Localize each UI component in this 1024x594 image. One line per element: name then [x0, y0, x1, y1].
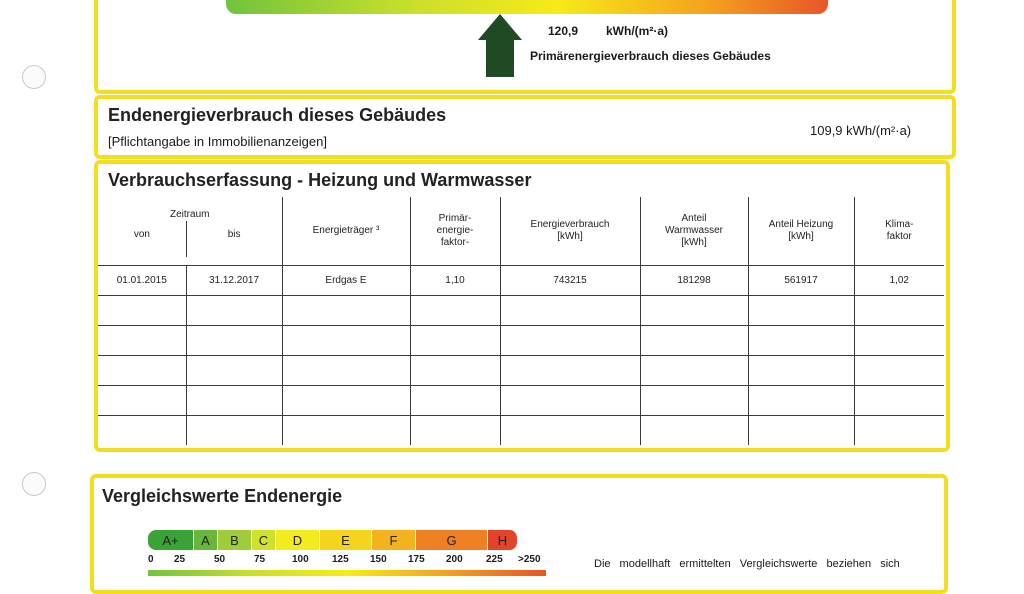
class-segment-a-plus: A+: [148, 530, 194, 550]
primary-energy-box: [94, 0, 956, 94]
primary-energy-unit: kWh/(m²·a): [606, 24, 668, 38]
class-segment-a: A: [194, 530, 218, 550]
scale-tick-label: 50: [214, 554, 226, 565]
comparison-note: Die modellhaft ermittelten Vergleichswerte beziehen sich: [594, 558, 900, 570]
class-segment-e: E: [320, 530, 372, 550]
scale-tick-label: 75: [254, 554, 266, 565]
cell-warmwasser: 181298: [640, 265, 748, 295]
efficiency-class-scale: [148, 530, 518, 550]
energy-scale-bar: [226, 0, 828, 14]
class-segment-d: D: [276, 530, 320, 550]
header-klimafaktor: Klima- faktor: [854, 197, 944, 265]
header-primaerenergiefaktor: Primär- energie- faktor-: [410, 197, 500, 265]
end-energy-value: 109,9 kWh/(m²·a): [810, 123, 912, 138]
cell-traeger: Erdgas E: [282, 265, 410, 295]
consumption-title: Verbrauchserfassung - Heizung und Warmwasser: [108, 170, 532, 190]
primary-energy-caption: Primärenergieverbrauch dieses Gebäudes: [530, 49, 771, 63]
cell-verbrauch: 743215: [500, 265, 640, 295]
scale-tick-label: 0: [148, 554, 154, 565]
header-energietraeger: Energieträger ³: [282, 197, 410, 265]
header-von: von: [133, 229, 150, 240]
end-energy-title: Endenergieverbrauch dieses Gebäudes: [108, 105, 447, 125]
table-row: [98, 355, 944, 385]
scale-tick-label: 200: [446, 554, 463, 565]
class-segment-f: F: [372, 530, 416, 550]
table-row: [98, 415, 944, 445]
scale-tick-label: 25: [174, 554, 186, 565]
cell-faktor: 1,10: [410, 265, 500, 295]
table-row: [98, 385, 944, 415]
cell-von: 01.01.2015: [98, 265, 186, 295]
punch-hole-top: [22, 65, 46, 89]
scale-ticks: [140, 554, 560, 568]
scale-tick-label: 125: [332, 554, 349, 565]
consumption-table: [98, 197, 944, 445]
scale-tick-label: 100: [292, 554, 309, 565]
header-zeitraum: Zeitraum von bis: [98, 197, 282, 265]
cell-bis: 31.12.2017: [186, 265, 282, 295]
header-energieverbrauch: Energieverbrauch [kWh]: [500, 197, 640, 265]
primary-energy-value: 120,9: [548, 24, 579, 38]
scale-tick-label: 225: [486, 554, 503, 565]
class-segment-c: C: [252, 530, 276, 550]
class-segment-b: B: [218, 530, 252, 550]
arrow-stem: [486, 39, 514, 77]
table-row: [98, 265, 944, 295]
header-bis: bis: [186, 221, 282, 257]
header-heizung: Anteil Heizung [kWh]: [748, 197, 854, 265]
comparison-title: Vergleichswerte Endenergie: [102, 486, 343, 506]
arrow-up-icon: [478, 14, 522, 40]
end-energy-subtitle: [Pflichtangabe in Immobilienanzeigen]: [108, 134, 327, 149]
scale-tick-label: 175: [408, 554, 425, 565]
scale-tick-label: 150: [370, 554, 387, 565]
class-segment-h: H: [488, 530, 518, 550]
punch-hole-bottom: [22, 472, 46, 496]
comparison-scale-bar: [148, 570, 546, 576]
cell-klima: 1,02: [854, 265, 944, 295]
table-row: [98, 325, 944, 355]
cell-heizung: 561917: [748, 265, 854, 295]
table-row: [98, 295, 944, 325]
header-warmwasser: Anteil Warmwasser [kWh]: [640, 197, 748, 265]
class-segment-g: G: [416, 530, 488, 550]
scale-tick-label: >250: [518, 554, 541, 565]
